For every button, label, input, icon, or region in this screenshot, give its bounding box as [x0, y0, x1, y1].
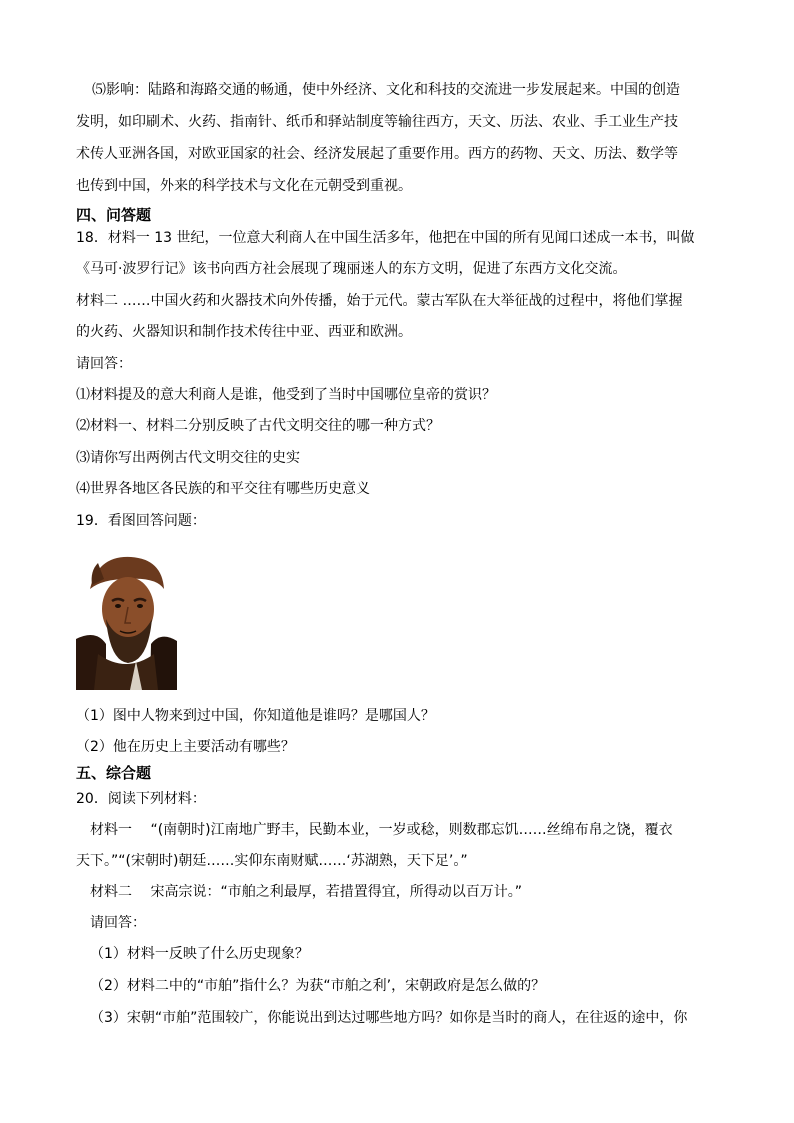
- question-line: 的火药、火器知识和制作技术传往中亚、西亚和欧洲。: [76, 324, 412, 340]
- prompt-line: 请回答：: [76, 356, 132, 372]
- sub-question: （3）宋朝“市舶”范围较广，你能说出到达过哪些地方吗？如你是当时的商人，在往返的途中，你: [90, 1010, 688, 1026]
- question-line: 《马可·波罗行记》该书向西方社会展现了瑰丽迷人的东方文明，促进了东西方文化交流。: [76, 261, 627, 277]
- paragraph-line: 发明，如印刷术、火药、指南针、纸币和驿站制度等输往西方，天文、历法、农业、手工业生产技: [76, 114, 678, 130]
- paragraph-line: 术传人亚洲各国，对欧亚国家的社会、经济发展起了重要作用。西方的药物、天文、历法、数学等: [76, 146, 678, 162]
- sub-question: （2）他在历史上主要活动有哪些？: [76, 739, 295, 755]
- sub-question: （1）材料一反映了什么历史现象？: [90, 946, 309, 962]
- sub-question: （2）材料二中的“市舶”指什么？为获“市舶之利’，宋朝政府是怎么做的？: [90, 978, 546, 994]
- sub-question: ⑴材料提及的意大利商人是谁，他受到了当时中国哪位皇帝的赏识？: [76, 387, 496, 403]
- question-line: 材料二 ……中国火药和火器技术向外传播，始于元代。蒙古军队在大举征战的过程中，将他们掌握: [76, 293, 683, 309]
- sub-question: ⑶请你写出两例古代文明交往的史实: [76, 450, 300, 466]
- question-line: 18．材料一 13 世纪，一位意大利商人在中国生活多年，他把在中国的所有见闻口述成一本书，叫做: [76, 230, 695, 246]
- section-heading: 四、问答题: [76, 206, 152, 224]
- sub-question: ⑵材料一、材料二分别反映了古代文明交往的哪一种方式？: [76, 418, 440, 434]
- material-line: 材料二 宋高宗说：“市舶之利最厚，若措置得宜，所得动以百万计。”: [90, 884, 522, 900]
- section-heading: 五、综合题: [76, 764, 152, 782]
- material-line: 天下。”“(宋朝时)朝廷……实仰东南财赋……‘苏湖熟，天下足’。”: [76, 853, 468, 869]
- paragraph-line: ⑸影响：陆路和海路交通的畅通，使中外经济、文化和科技的交流进一步发展起来。中国的创造: [92, 82, 680, 98]
- question-title: 20．阅读下列材料：: [76, 791, 206, 807]
- question-title: 19．看图回答问题：: [76, 513, 206, 529]
- portrait-image: [76, 549, 177, 690]
- sub-question: （1）图中人物来到过中国，你知道他是谁吗？是哪国人？: [76, 708, 435, 724]
- material-line: 材料一 “(南朝时)江南地广野丰，民勤本业，一岁或稔，则数郡忘饥……丝绵布帛之饶，覆衣: [90, 822, 673, 838]
- prompt-line: 请回答：: [90, 915, 146, 931]
- paragraph-line: 也传到中国，外来的科学技术与文化在元朝受到重视。: [76, 178, 412, 194]
- sub-question: ⑷世界各地区各民族的和平交往有哪些历史意义: [76, 481, 370, 497]
